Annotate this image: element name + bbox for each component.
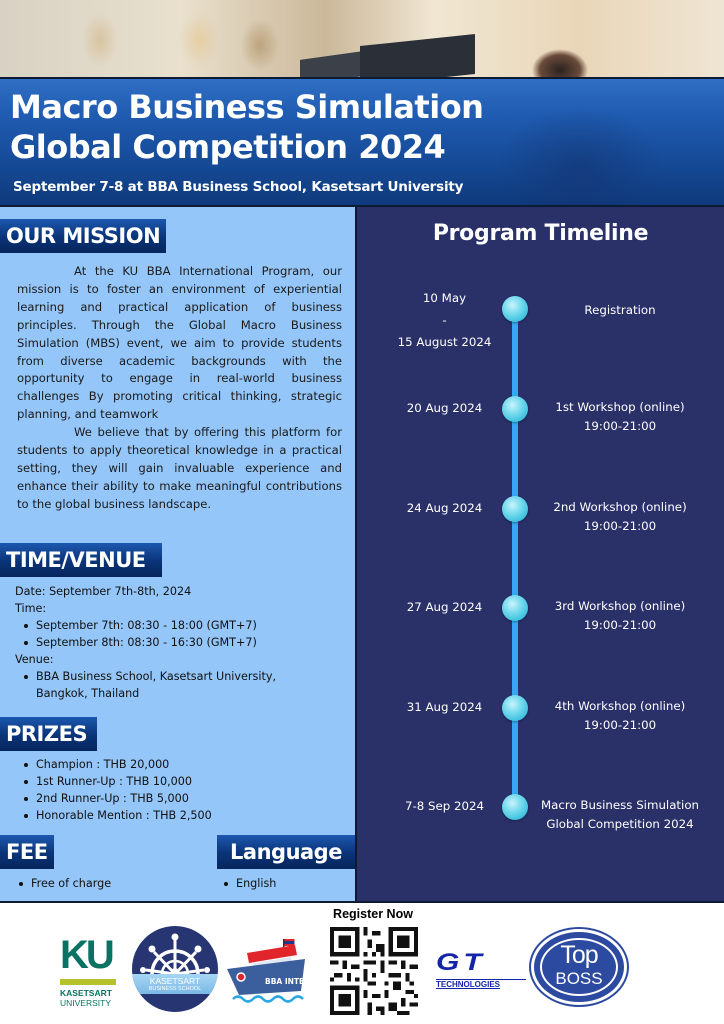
prize-item: 1st Runner-Up : THB 10,000 [22,773,212,790]
topboss-line2: BOSS [555,969,603,988]
prize-item: Honorable Mention : THB 2,500 [22,807,212,824]
language-list [222,875,276,892]
fee-item: Free of charge [17,875,111,892]
timeline-event-line: 2nd Workshop (online) [553,500,687,514]
timeline-event-line: 19:00-21:00 [583,718,657,732]
ship-wheel-icon [132,926,218,976]
time-item: September 8th: 08:30 - 16:30 (GMT+7) [22,634,345,651]
topboss-logo [531,929,627,1005]
venue-list [22,668,345,702]
timeline-item-workshop-2 [357,495,724,535]
mission-paragraph: At the KU BBA International Program, our mission is to foster an environment of experiential learning and practical application of business principles. Through the Global Macro Business Simulation (MBS) event, we aim to provide students from diverse academic backgrounds with the opportunity to engage in real-world business challenges By promoting critical thinking, strategic planning, and teamwork [17,264,342,422]
time-list [22,617,345,651]
timeline-event-line: Global Competition 2024 [546,817,694,831]
registration-qr-code[interactable] [330,927,418,1015]
page-title [10,87,483,167]
bba-inter-label: BBA INTER [265,977,310,986]
timeline-event-line: 1st Workshop (online) [555,400,685,414]
prize-list [22,756,212,824]
kasetsart-university-logo [60,935,122,1015]
timeline-item-competition [357,793,724,833]
ku-logo-line2: UNIVERSITY [60,998,112,1008]
ship-icon [225,935,317,1010]
ku-logo-letters: KU [60,933,112,977]
timeline-date-line: 15 August 2024 [397,335,492,349]
kbs-logo-line2: BUSINESS SCHOOL [148,986,202,992]
event-subtitle: September 7-8 at BBA Business School, Kasetsart University [13,179,464,195]
timeline-event [535,301,705,320]
timeline-dot-icon [502,695,528,721]
mission-text [17,263,342,514]
timeline-date: 31 Aug 2024 [406,700,483,714]
time-label: Time: [15,602,47,615]
topboss-line1: Top [560,941,598,969]
kasetsart-business-school-logo [132,926,218,1012]
timeline-event-line: 4th Workshop (online) [554,699,686,713]
timeline-event-line: 19:00-21:00 [583,419,657,433]
timeline-item-workshop-3 [357,594,724,634]
gt-technologies-logo [436,949,526,989]
timeline-dot-icon [502,396,528,422]
timeline-event [535,697,705,735]
venue-item: BBA Business School, Kasetsart University, Bangkok, Thailand [22,668,292,702]
title-line-1: Macro Business Simulation [10,88,484,126]
event-date: Date: September 7th-8th, 2024 [15,585,192,598]
fee-heading: FEE [0,835,54,869]
timeline-item-workshop-1 [357,395,724,435]
timeline-date: 24 Aug 2024 [406,501,483,515]
timeline-dot-icon [502,496,528,522]
timeline-item-registration [357,291,724,349]
info-panel [0,207,357,903]
timeline-date: 20 Aug 2024 [406,401,483,415]
timeline-event-line: 19:00-21:00 [583,519,657,533]
prizes-details [15,756,212,824]
timeline-dot-icon [502,794,528,820]
fee-list [17,875,111,892]
timeline-event [535,796,705,834]
timeline-event [535,498,705,536]
title-line-2: Global Competition 2024 [10,128,446,166]
sponsor-footer [0,905,724,1024]
timeline-dot-icon [502,296,528,322]
register-now-label: Register Now [333,907,413,921]
program-timeline [357,207,724,903]
timeline-date: 27 Aug 2024 [406,600,483,614]
hero-photo [0,0,724,80]
venue-label: Venue: [15,653,54,666]
gt-logo-sub: TECHNOLOGIES [436,979,526,989]
timeline-event-line: 3rd Workshop (online) [554,599,686,613]
timeline-date-line: 10 May [422,291,467,305]
timeline-date-line: - [442,313,447,327]
timeline-date: 7-8 Sep 2024 [404,799,485,813]
qr-code-icon [330,927,418,1015]
prizes-heading: PRIZES [0,717,97,751]
prize-item: 2nd Runner-Up : THB 5,000 [22,790,212,807]
timeline-item-workshop-4 [357,694,724,734]
time-venue-heading: TIME/VENUE [0,543,162,577]
title-banner [0,77,724,207]
fee-details [10,875,111,892]
time-venue-details [15,583,345,702]
mission-heading: OUR MISSION [0,219,166,253]
language-heading: Language [217,835,355,869]
time-item: September 7th: 08:30 - 18:00 (GMT+7) [22,617,345,634]
timeline-event-line: Registration [584,303,656,317]
timeline-event [535,398,705,436]
ku-logo-line1: KASETSART [60,988,112,998]
kbs-logo-line1: KASETSART [149,976,201,986]
prize-item: Champion : THB 20,000 [22,756,212,773]
timeline-event-line: Macro Business Simulation [540,798,700,812]
gt-logo-letters: GT [436,949,486,976]
language-details [215,875,276,892]
language-item: English [222,875,276,892]
timeline-event [535,597,705,635]
kbs-logo-text [132,977,218,993]
timeline-title: Program Timeline [432,221,649,246]
bba-inter-logo [225,935,317,1010]
timeline-event-line: 19:00-21:00 [583,618,657,632]
ku-logo-bar [60,979,116,985]
timeline-date [377,287,512,353]
timeline-dot-icon [502,595,528,621]
mission-paragraph: We believe that by offering this platform for students to apply theoretical knowledge in a practical setting, they will gain invaluable experience and enhance their ability to make meaningful contributions to the global business landscape. [17,425,342,511]
